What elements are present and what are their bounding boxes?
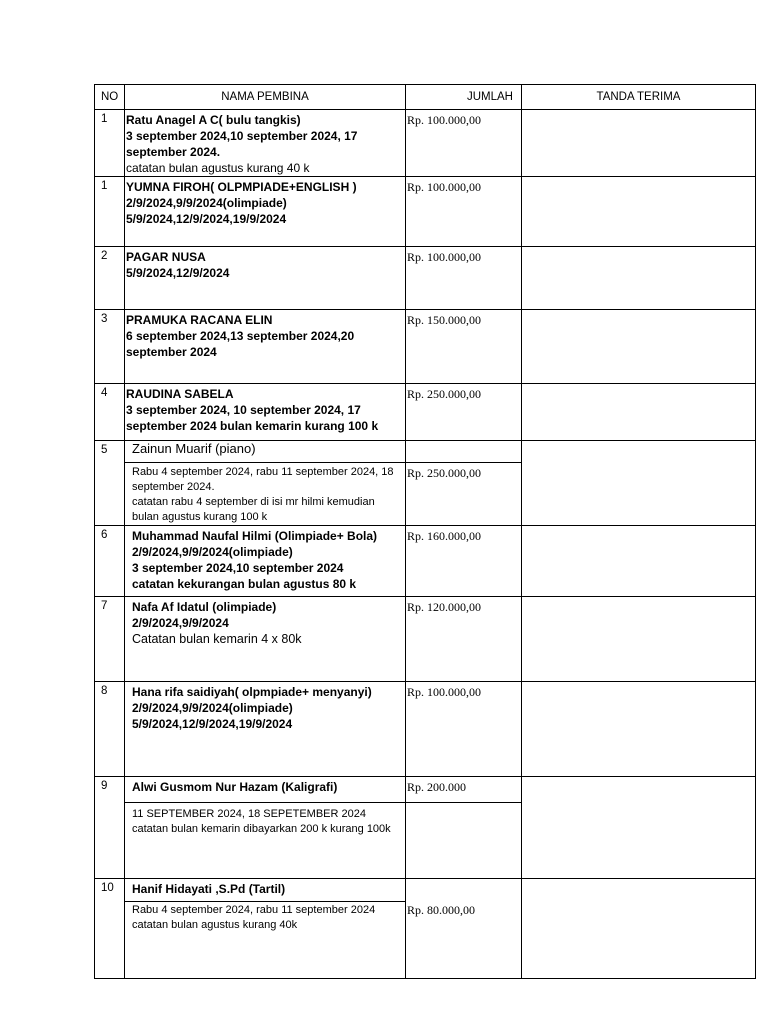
row-amount [406,879,522,979]
pembina-name: PRAMUKA RACANA ELIN [126,313,273,327]
row-signature-cell[interactable] [522,597,756,682]
pembina-dates: 2/9/2024,9/9/2024(olimpiade) [132,545,293,559]
table-row [95,177,756,247]
pembina-note: catatan kekurangan bulan agustus 80 k [132,577,357,591]
pembina-name: Zainun Muarif (piano) [132,441,256,456]
pembina-dates: 3 september 2024, 10 september 2024, 17 september 2024 bulan kemarin kurang 100 k [126,403,379,433]
table-row [95,879,756,902]
table-row [95,597,756,682]
pembina-name: RAUDINA SABELA [126,387,234,401]
pembina-dates: 2/9/2024,9/9/2024(olimpiade) [126,196,287,210]
row-signature-cell[interactable] [522,441,756,526]
header-tanda-terima: TANDA TERIMA [522,85,756,110]
pembina-name: Hana rifa saidiyah( olpmpiade+ menyanyi) [132,685,372,699]
row-pembina [125,110,406,177]
row-pembina [125,177,406,247]
row-signature-cell[interactable] [522,110,756,177]
table-row [95,247,756,310]
row-number: 1 [95,177,125,247]
pembina-name: PAGAR NUSA [126,250,206,264]
row-pembina-detail [125,803,406,879]
row-signature-cell[interactable] [522,879,756,979]
pembina-note: catatan bulan agustus kurang 40 k [126,161,310,175]
row-amount: Rp. 200.000 [406,777,522,803]
pembina-dates: 6 september 2024,13 september 2024,20 september 2024 [126,329,355,359]
pembina-name: Alwi Gusmom Nur Hazam (Kaligrafi) [132,780,338,794]
row-pembina [125,310,406,384]
row-number: 6 [95,526,125,597]
row-signature-cell[interactable] [522,310,756,384]
pembina-dates: 2/9/2024,9/9/2024(olimpiade) [132,701,293,715]
row-number: 5 [95,441,125,526]
pembina-note: catatan bulan agustus kurang 40k [132,919,298,931]
pembina-dates: 2/9/2024,9/9/2024 [132,616,229,630]
pembina-note: catatan bulan kemarin dibayarkan 200 k kurang 100k [132,823,391,835]
table-row [95,682,756,777]
table-row [95,310,756,384]
row-pembina [125,526,406,597]
table-row [95,526,756,597]
pembina-name: Ratu Anagel A C( bulu tangkis) [126,113,301,127]
header-row [95,85,756,110]
honorarium-table [94,84,756,979]
row-amount: Rp. 250.000,00 [406,463,522,526]
row-pembina-name-cell [125,879,406,902]
pembina-dates: 5/9/2024,12/9/2024 [126,266,230,280]
table-row [95,384,756,441]
row-number: 10 [95,879,125,979]
row-pembina [125,682,406,777]
table-row [95,777,756,803]
row-amount: Rp. 100.000,00 [406,110,522,177]
row-number: 2 [95,247,125,310]
pembina-note: catatan rabu 4 september di isi mr hilmi kemudian bulan agustus kurang 100 k [132,496,375,523]
row-pembina [125,247,406,310]
row-amount: Rp. 250.000,00 [406,384,522,441]
pembina-dates: 5/9/2024,12/9/2024,19/9/2024 [132,717,293,731]
row-number: 8 [95,682,125,777]
row-pembina [125,597,406,682]
row-pembina-name-cell [125,777,406,803]
row-signature-cell[interactable] [522,682,756,777]
pembina-dates: 3 september 2024,10 september 2024 [132,561,344,575]
row-amount-empty [406,441,522,463]
row-pembina-detail [125,463,406,526]
pembina-dates: Rabu 4 september 2024, rabu 11 september 2024, 18 september 2024. [132,466,394,493]
row-amount: Rp. 100.000,00 [406,177,522,247]
row-amount: Rp. 100.000,00 [406,247,522,310]
row-number: 3 [95,310,125,384]
table-row [95,441,756,463]
pembina-note: Catatan bulan kemarin 4 x 80k [132,632,302,646]
row-number: 4 [95,384,125,441]
row-amount-empty [406,803,522,879]
pembina-name: Hanif Hidayati ,S.Pd (Tartil) [132,882,286,896]
row-amount: Rp. 100.000,00 [406,682,522,777]
row-number: 9 [95,777,125,879]
header-nama-pembina: NAMA PEMBINA [125,85,406,110]
row-signature-cell[interactable] [522,177,756,247]
amount-text: Rp. 80.000,00 [407,903,476,917]
pembina-dates: 3 september 2024,10 september 2024, 17 september 2024. [126,129,358,159]
row-signature-cell[interactable] [522,384,756,441]
row-number: 1 [95,110,125,177]
pembina-dates: 11 SEPTEMBER 2024, 18 SEPETEMBER 2024 [132,808,366,820]
pembina-dates: 5/9/2024,12/9/2024,19/9/2024 [126,212,287,226]
row-amount: Rp. 120.000,00 [406,597,522,682]
row-amount: Rp. 150.000,00 [406,310,522,384]
header-jumlah: JUMLAH [406,85,522,110]
row-amount: Rp. 160.000,00 [406,526,522,597]
row-signature-cell[interactable] [522,526,756,597]
row-signature-cell[interactable] [522,247,756,310]
header-no: NO [95,85,125,110]
pembina-name: Muhammad Naufal Hilmi (Olimpiade+ Bola) [132,529,378,543]
table-row [95,110,756,177]
row-pembina-name-cell [125,441,406,463]
row-pembina [125,384,406,441]
row-signature-cell[interactable] [522,777,756,879]
pembina-name: Nafa Af Idatul (olimpiade) [132,600,277,614]
row-number: 7 [95,597,125,682]
pembina-dates: Rabu 4 september 2024, rabu 11 september 2024 [132,904,376,916]
pembina-name: YUMNA FIROH( OLPMPIADE+ENGLISH ) [126,180,357,194]
row-pembina-detail [125,902,406,979]
